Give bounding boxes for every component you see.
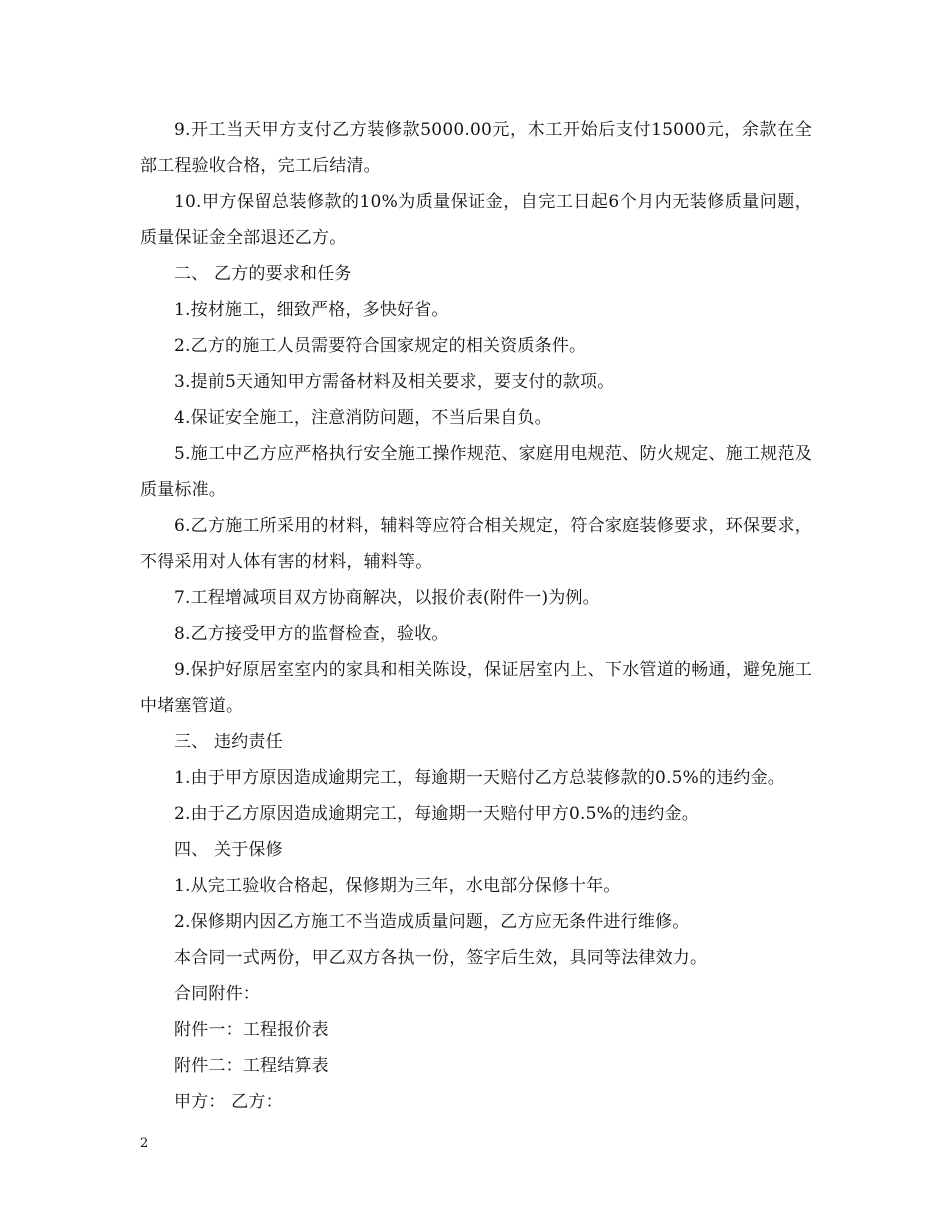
- attachment-item: 附件二：工程结算表: [174, 1056, 329, 1076]
- list-item: 6.乙方施工所采用的材料，辅料等应符合相关规定，符合家庭装修要求，环保要求，不得采用对人体有害的材料，辅料等。: [140, 516, 812, 572]
- list-item: 2.保修期内因乙方施工不当造成质量问题，乙方应无条件进行维修。: [174, 912, 690, 932]
- contract-validity-paragraph: 本合同一式两份，甲乙双方各执一份，签字后生效，具同等法律效力。: [174, 948, 708, 968]
- list-item: 4.保证安全施工，注意消防问题，不当后果自负。: [174, 408, 552, 428]
- section-heading-party-b-requirements: 二、 乙方的要求和任务: [174, 264, 352, 284]
- attachment-item: 附件一：工程报价表: [174, 1020, 329, 1040]
- quality-deposit-paragraph: 10.甲方保留总装修款的10%为质量保证金，自完工日起6个月内无装修质量问题，质量保证金全部退还乙方。: [140, 192, 812, 248]
- attachments-label: 合同附件：: [174, 984, 260, 1004]
- list-item: 2.由于乙方原因造成逾期完工，每逾期一天赔付甲方0.5%的违约金。: [174, 804, 700, 824]
- list-item: 1.由于甲方原因造成逾期完工，每逾期一天赔付乙方总装修款的0.5%的违约金。: [174, 768, 786, 788]
- list-item: 5.施工中乙方应严格执行安全施工操作规范、家庭用电规范、防火规定、施工规范及质量标准。: [140, 444, 812, 500]
- document-body: [140, 112, 812, 1120]
- list-item: 1.按材施工，细致严格，多快好省。: [174, 300, 449, 320]
- section-heading-warranty: 四、 关于保修: [174, 840, 283, 860]
- list-item: 8.乙方接受甲方的监督检查，验收。: [174, 624, 449, 644]
- list-item: 7.工程增减项目双方协商解决，以报价表(附件一)为例。: [174, 588, 600, 608]
- section-heading-breach-liability: 三、 违约责任: [174, 732, 283, 752]
- list-item: 9.保护好原居室室内的家具和相关陈设，保证居室内上、下水管道的畅通，避免施工中堵塞管道。: [140, 660, 812, 716]
- list-item: 3.提前5天通知甲方需备材料及相关要求，要支付的款项。: [174, 372, 615, 392]
- list-item: 2.乙方的施工人员需要符合国家规定的相关资质条件。: [174, 336, 587, 356]
- page-number: 2: [140, 1136, 149, 1151]
- signature-line: 甲方： 乙方：: [174, 1092, 283, 1112]
- list-item: 1.从完工验收合格起，保修期为三年，水电部分保修十年。: [174, 876, 621, 896]
- payment-terms-paragraph: 9.开工当天甲方支付乙方装修款5000.00元，木工开始后支付15000元，余款在全部工程验收合格，完工后结清。: [140, 120, 812, 176]
